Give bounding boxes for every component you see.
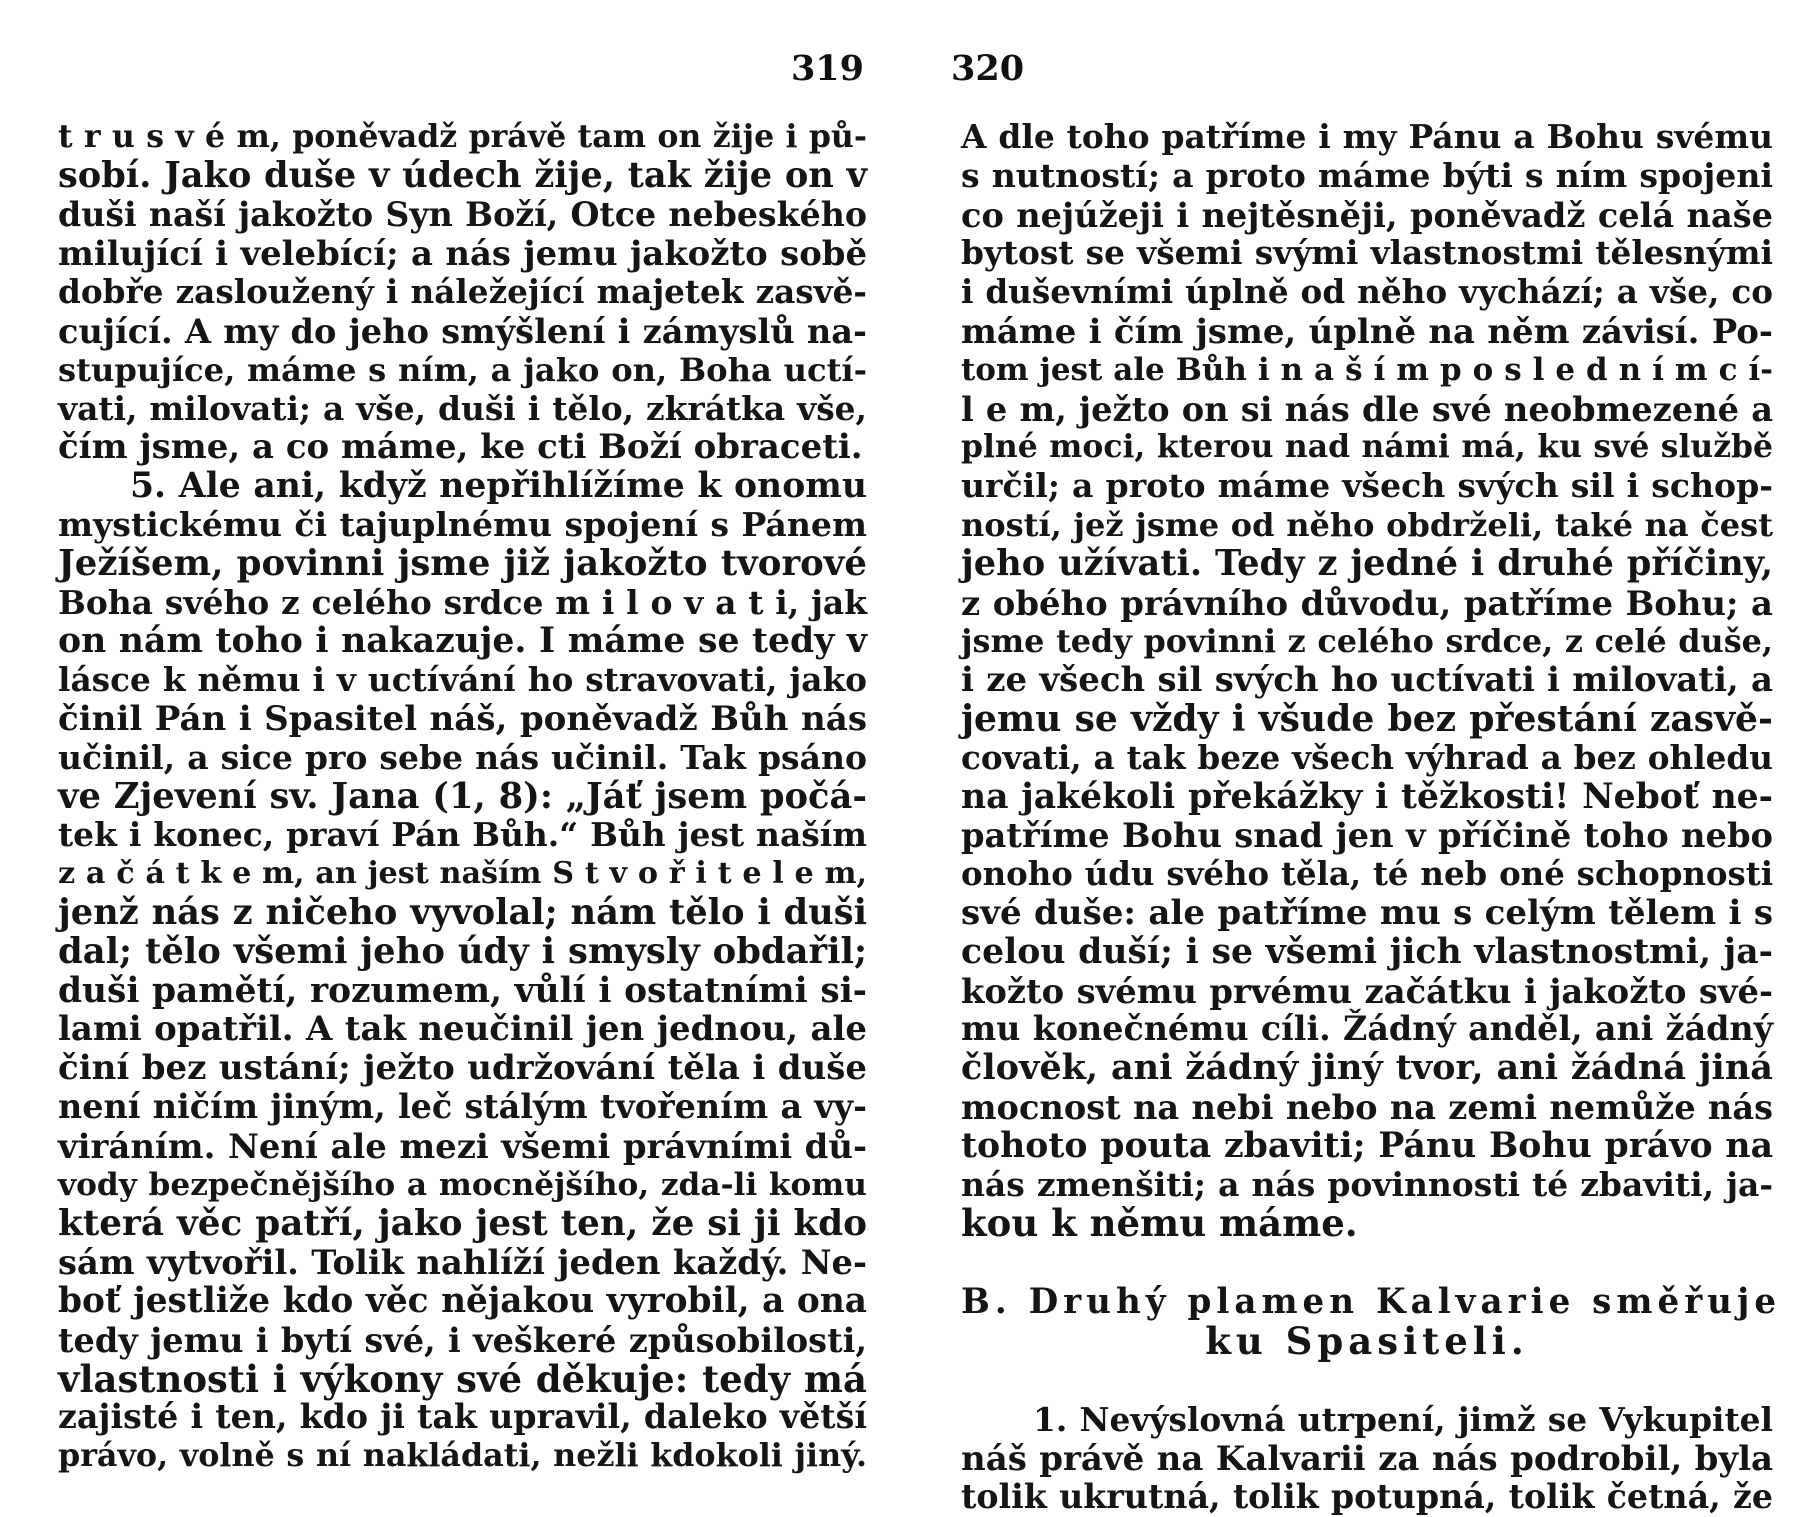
section-gap (961, 1361, 1773, 1401)
body-line: plné moci, kterou nad námi má, ku své službě (961, 429, 1773, 466)
body-line: dal; tělo všemi jeho údy i smysly obdařil; (58, 930, 867, 972)
body-line: činí bez ustání; ježto udržování těla i duše (58, 1048, 867, 1089)
body-line: dobře zasloužený i náležející majetek zasvě- (58, 272, 867, 312)
body-line: tom jest ale Bůh i n a š í m p o s l e d n í m c í- (961, 351, 1773, 388)
body-line: milující i velebící; a nás jemu jakožto sobě (58, 233, 867, 274)
body-line: vati, milovati; a vše, duši i tělo, zkrátka vše, (58, 388, 867, 428)
body-line: člověk, ani žádný jiný tvor, ani žádná jiná (961, 1047, 1773, 1089)
body-line: jenž nás z ničeho vyvolal; nám tělo i duši (58, 891, 867, 933)
body-line: cující. A my do jeho smýšlení i zámyslů na- (58, 310, 867, 351)
body-line: vody bezpečnějšího a mocnějšího, zda-li komu (58, 1166, 867, 1203)
body-line: sobí. Jako duše v údech žije, tak žije on v (58, 154, 867, 196)
body-line: l e m, ježto on si nás dle své neobmezené a (961, 388, 1773, 429)
body-line: na jakékoli překážky i těžkosti! Neboť ne- (961, 776, 1773, 817)
paragraph-start-line: 1. Nevýslovná utrpení, jimž se Vykupitel (1033, 1399, 1773, 1439)
body-line: určil; a proto máme všech svých sil i schop- (961, 466, 1773, 506)
body-line: máme i čím jsme, úplně na něm závisí. Po- (961, 310, 1773, 351)
body-line: nás zmenšiti; a nás povinnosti té zbaviti, ja- (961, 1164, 1773, 1204)
body-line: celou duší; i se všemi jich vlastnostmi, ja- (961, 930, 1773, 972)
body-line: onoho údu svého těla, té neb oné schopnosti (961, 855, 1773, 894)
body-line: boť jestliže kdo věc nějakou vyrobil, a ona (58, 1280, 867, 1321)
body-line: i ze všech sil svých ho uctívati i milovati, a (961, 660, 1773, 701)
body-line: tolik ukrutná, tolik potupná, tolik četná, že (961, 1477, 1773, 1517)
paragraph-end-line: kou k němu máme. (961, 1201, 1358, 1246)
body-line: sám vytvořil. Tolik nahlíží jeden každý. Ne- (58, 1242, 867, 1283)
body-line: tedy jemu i bytí své, i veškeré způsobilosti, (58, 1319, 867, 1360)
page-number-left: 319 (790, 48, 864, 89)
section-gap (961, 1243, 1773, 1283)
body-line: lásce k němu i v uctívání ho stravovati, jako (58, 660, 867, 700)
body-line: tek i konec, praví Pán Bůh.“ Bůh jest naším (58, 815, 867, 855)
body-line: patříme Bohu snad jen v příčině toho nebo (961, 815, 1773, 856)
body-line: A dle toho patříme i my Pánu a Bohu svému (961, 117, 1773, 156)
body-line: bytost se všemi svými vlastnostmi tělesnými (961, 233, 1773, 273)
body-line: s nutností; a proto máme býti s ním spojeni (961, 155, 1773, 195)
body-line: zajisté i ten, kdo ji tak upravil, daleko větší (58, 1397, 867, 1437)
body-line: t r u s v é m, poněvadž právě tam on žije i pů- (58, 118, 867, 155)
body-line: ností, jež jsme od něho obdrželi, také na čest (961, 505, 1773, 544)
right-page (901, 0, 1802, 1517)
body-line: právo, volně s ní nakládati, nežli kdokoli jiný. (58, 1437, 867, 1475)
body-line: jeho užívati. Tedy z jedné i druhé příčiny, (961, 542, 1773, 584)
left-page (0, 0, 901, 1500)
body-line: Ježíšem, povinni jsme již jakožto tvorové (58, 542, 867, 584)
body-line: lami opatřil. A tak neučinil jen jednou, ale (58, 1009, 867, 1050)
body-line: co nejúžeji i nejtěsněji, poněvadž celá naše (961, 194, 1773, 235)
body-line: vlastnosti i výkony své děkuje: tedy má (58, 1356, 867, 1401)
body-line: stupujíce, máme s ním, a jako on, Boha uctí- (58, 350, 867, 389)
body-line: duši pamětí, rozumem, vůlí i ostatními si- (58, 970, 867, 1011)
body-line: jemu se vždy i všude bez přestání zasvě- (961, 696, 1773, 740)
body-line: která věc patří, jako jest ten, že si ji kdo (58, 1202, 867, 1245)
body-line: duši naší jakožto Syn Boží, Otce nebeského (58, 194, 867, 234)
body-line: činil Pán i Spasitel náš, poněvadž Bůh nás (58, 698, 867, 739)
body-line: viráním. Není ale mezi všemi právními dů- (58, 1125, 867, 1166)
body-line: z a č á t k e m, an jest naším S t v o ř i t e l e m, (58, 856, 867, 892)
section-heading-line: ku Spasiteli. (1205, 1318, 1529, 1363)
right-page-body (961, 117, 1782, 1517)
body-line: není ničím jiným, leč stálým tvořením a vy- (58, 1086, 867, 1126)
body-line: z obého právního důvodu, patříme Bohu; a (961, 582, 1773, 623)
body-line: učinil, a sice pro sebe nás učinil. Tak psáno (58, 737, 867, 777)
body-line: mystickému či tajuplnému spojení s Pánem (58, 504, 867, 544)
body-line: náš právě na Kalvarii za nás podrobil, byla (961, 1438, 1773, 1479)
body-line: i duševními úplně od něho vychází; a vše, co (961, 272, 1773, 312)
section-heading-line: B. Druhý plamen Kalvarie směřuje (961, 1282, 1782, 1323)
body-line: ve Zjevení sv. Jana (1, 8): „Jáť jsem počá- (58, 775, 867, 817)
body-line: covati, a tak beze všech výhrad a bez ohledu (961, 737, 1773, 777)
body-line: kožto svému prvému začátku i jakožto své- (961, 970, 1773, 1011)
paragraph-end-line: čím jsme, a co máme, ke cti Boží obraceti. (58, 427, 863, 468)
body-line: Boha svého z celého srdce m i l o v a t i, jak (58, 582, 867, 622)
page-number-right: 320 (951, 48, 1025, 89)
body-line: mu konečnému cíli. Žádný anděl, ani žádný (961, 1009, 1773, 1049)
paragraph-start-line: 5. Ale ani, když nepřihlížíme k onomu (130, 466, 867, 507)
body-line: jsme tedy povinni z celého srdce, z celé duše, (961, 622, 1773, 661)
left-page-body (58, 118, 867, 1476)
body-line: své duše: ale patříme mu s celým tělem i s (961, 892, 1773, 933)
body-line: mocnost na nebi nebo na zemi nemůže nás (961, 1086, 1773, 1127)
body-line: tohoto pouta zbaviti; Pánu Bohu právo na (961, 1124, 1773, 1166)
body-line: on nám toho i nakazuje. I máme se tedy v (58, 620, 867, 662)
